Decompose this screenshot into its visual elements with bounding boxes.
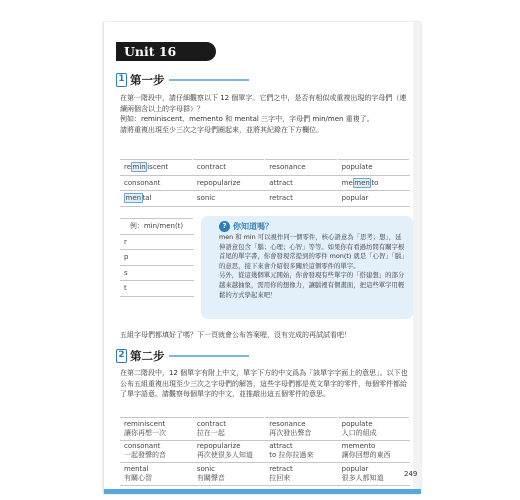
word-cell: repopularize xyxy=(192,175,264,191)
tip-body-1: men 和 min 可以視作同一個零件，核心語意為「思考；想」，延伸語意包含「腦；心理；心智」等等。如果你有看過坊間有關字根首尾的單字書，你會發現常提到的零件 mon(t) 就是「心智」「腦」的意思，接下來會介紹很多關於這個零件的單字。 xyxy=(219,233,405,270)
word-meaning-cell: populate 人口的組成 xyxy=(337,418,409,441)
word-cell: me men to xyxy=(337,175,409,191)
page-number: 249 xyxy=(404,470,418,478)
highlight-mark: men xyxy=(354,178,370,187)
word-cell: populate xyxy=(337,160,409,176)
step2-instruction: 在第二階段中，12 個單字有附上中文，單字下方的中文爲為「該單字字面上的意思」。以下也公布五組重複出現至少三次之字母們的解答，這些字母們都是英文單字的零件，每個零件都給了單字語意。請觀察每個單字的中文，並推敲出這五個零件的意思。 xyxy=(120,369,408,398)
word-meaning-cell: repopularize 再次使很多人知道 xyxy=(192,440,264,463)
step1-heading xyxy=(116,72,249,88)
word-meaning-cell: consonant 一起發聲的音 xyxy=(120,440,192,463)
table-row[interactable] xyxy=(120,281,194,297)
step1-para1: 在第一階段中，請仔細觀察以下 12 個單字。它們之中，是否有相似或重複出現的字母們（連續兩個含以上的字母群）？ xyxy=(120,94,407,113)
root-answer-table xyxy=(120,218,194,297)
root-example-cell: 例：min/men(t) xyxy=(120,219,194,235)
table-row xyxy=(120,175,410,191)
table-row xyxy=(120,418,410,441)
tip-heading xyxy=(219,221,405,232)
page-spine xyxy=(413,22,421,494)
word-cell: sonic xyxy=(192,191,264,207)
word-cell: contract xyxy=(192,160,264,176)
table-row xyxy=(120,463,410,486)
step2-label: 第二步 xyxy=(130,349,165,363)
word-meaning-cell: contract 拉在一起 xyxy=(192,418,264,441)
word-meaning-cell: reminiscent 讓你再想一次 xyxy=(120,418,192,441)
step2-divider xyxy=(169,355,249,357)
step1-para2: 例如：reminiscent、memento 和 mental 三字中，字母們 min/men 重複了。 xyxy=(120,115,374,123)
tip-body-2: 另外，從這幾個單元開始，你會發現有些單字的「搭建想」的部分越來越抽象，需用你的想像力，讓腦裡有個畫面，把這些單字用輕鬆的方式學起來吧！ xyxy=(219,271,405,299)
word-meaning-cell: memento 讓你回想的東西 xyxy=(337,440,409,463)
word-cell: resonance xyxy=(265,160,337,176)
question-icon: ? xyxy=(219,221,230,232)
highlight-mark: min xyxy=(132,163,146,172)
word-meaning-cell: popular 很多人都知道 xyxy=(337,463,409,486)
word-cell: re min iscent xyxy=(120,160,192,176)
tip-title: 你知道嗎？ xyxy=(233,222,273,231)
reminder-text: 五組字母們都填好了嗎？下一頁就會公布答案喔，沒有完成的再試試看吧！ xyxy=(120,331,351,339)
word-cell: attract xyxy=(265,175,337,191)
table-row[interactable] xyxy=(120,250,194,266)
word-grid xyxy=(120,159,410,207)
step2-heading xyxy=(116,348,249,364)
step1-number-icon: 1 xyxy=(116,73,127,87)
table-row xyxy=(120,160,410,176)
word-cell: men tal xyxy=(120,191,192,207)
word-meaning-cell: attract to 拉你拉過來 xyxy=(265,440,337,463)
bottom-accent-bar xyxy=(104,489,421,494)
root-answer-cell[interactable]: r xyxy=(120,234,194,250)
step1-para3: 請將重複出現至少三次之字母們圈起來，並將其紀錄在下方欄位。 xyxy=(120,125,323,134)
highlight-mark: men xyxy=(125,194,142,203)
root-answer-cell[interactable]: t xyxy=(120,281,194,297)
word-meaning-cell: mental 有關心智 xyxy=(120,463,192,486)
word-cell: retract xyxy=(265,191,337,207)
word-cell: popular xyxy=(337,191,409,207)
table-row xyxy=(120,191,410,207)
step2-number-icon: 2 xyxy=(116,349,127,363)
step1-label: 第一步 xyxy=(130,73,165,87)
root-answer-cell[interactable]: s xyxy=(120,265,194,281)
word-cell: consonant xyxy=(120,175,192,191)
word-meaning-cell: sonic 有關聲音 xyxy=(192,463,264,486)
word-meaning-grid xyxy=(120,417,410,486)
did-you-know-box xyxy=(201,216,413,319)
word-meaning-cell: retract 拉回來 xyxy=(265,463,337,486)
word-meaning-cell: resonance 再次發出聲音 xyxy=(265,418,337,441)
book-page xyxy=(103,22,421,494)
table-row[interactable] xyxy=(120,265,194,281)
table-row xyxy=(120,219,194,235)
unit-title: Unit 16 xyxy=(116,42,216,61)
table-row xyxy=(120,440,410,463)
step1-divider xyxy=(169,79,249,81)
table-row[interactable] xyxy=(120,234,194,250)
root-answer-cell[interactable]: p xyxy=(120,250,194,266)
step1-instruction xyxy=(120,93,412,135)
